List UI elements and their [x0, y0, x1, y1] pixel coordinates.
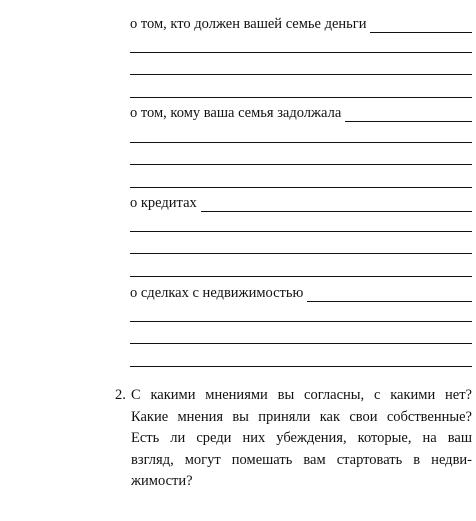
prompt-text: о том, кому ваша семья задолжала: [130, 105, 342, 121]
answer-line[interactable]: [130, 97, 472, 98]
answer-blank[interactable]: [307, 287, 472, 302]
answer-line[interactable]: [130, 321, 472, 322]
prompt-row-real-estate: [130, 284, 472, 302]
prompt-text: о сделках с недвижимостью: [130, 285, 304, 301]
answer-line[interactable]: [130, 164, 472, 165]
answer-line[interactable]: [130, 343, 472, 344]
question-line: жимости?: [131, 473, 193, 489]
answer-blank[interactable]: [201, 197, 472, 212]
question-line: С какими мнениями вы согласны, с какими нет?: [131, 387, 472, 403]
question-line: Есть ли среди них убеждения, которые, на ваш: [131, 430, 472, 446]
answer-line[interactable]: [130, 276, 472, 277]
question-2: [115, 385, 472, 493]
prompt-row-creditors: [130, 104, 472, 122]
prompt-row-loans: [130, 194, 472, 212]
question-line: Какие мнения вы приняли как свои собственные?: [131, 408, 472, 425]
answer-blank[interactable]: [345, 107, 472, 122]
answer-line[interactable]: [130, 231, 472, 232]
question-line: взгляд, могут помешать вам стартовать в недви-: [131, 451, 472, 468]
answer-line[interactable]: [130, 366, 472, 367]
question-text: [131, 385, 472, 493]
answer-blank[interactable]: [370, 18, 472, 33]
prompt-text: о том, кто должен вашей семье деньги: [130, 16, 367, 32]
answer-line[interactable]: [130, 52, 472, 53]
prompt-text: о кредитах: [130, 195, 197, 211]
answer-line[interactable]: [130, 187, 472, 188]
answer-line[interactable]: [130, 253, 472, 254]
question-number: 2.: [115, 387, 126, 403]
answer-line[interactable]: [130, 142, 472, 143]
prompt-row-debtors: [130, 15, 472, 33]
answer-line[interactable]: [130, 74, 472, 75]
